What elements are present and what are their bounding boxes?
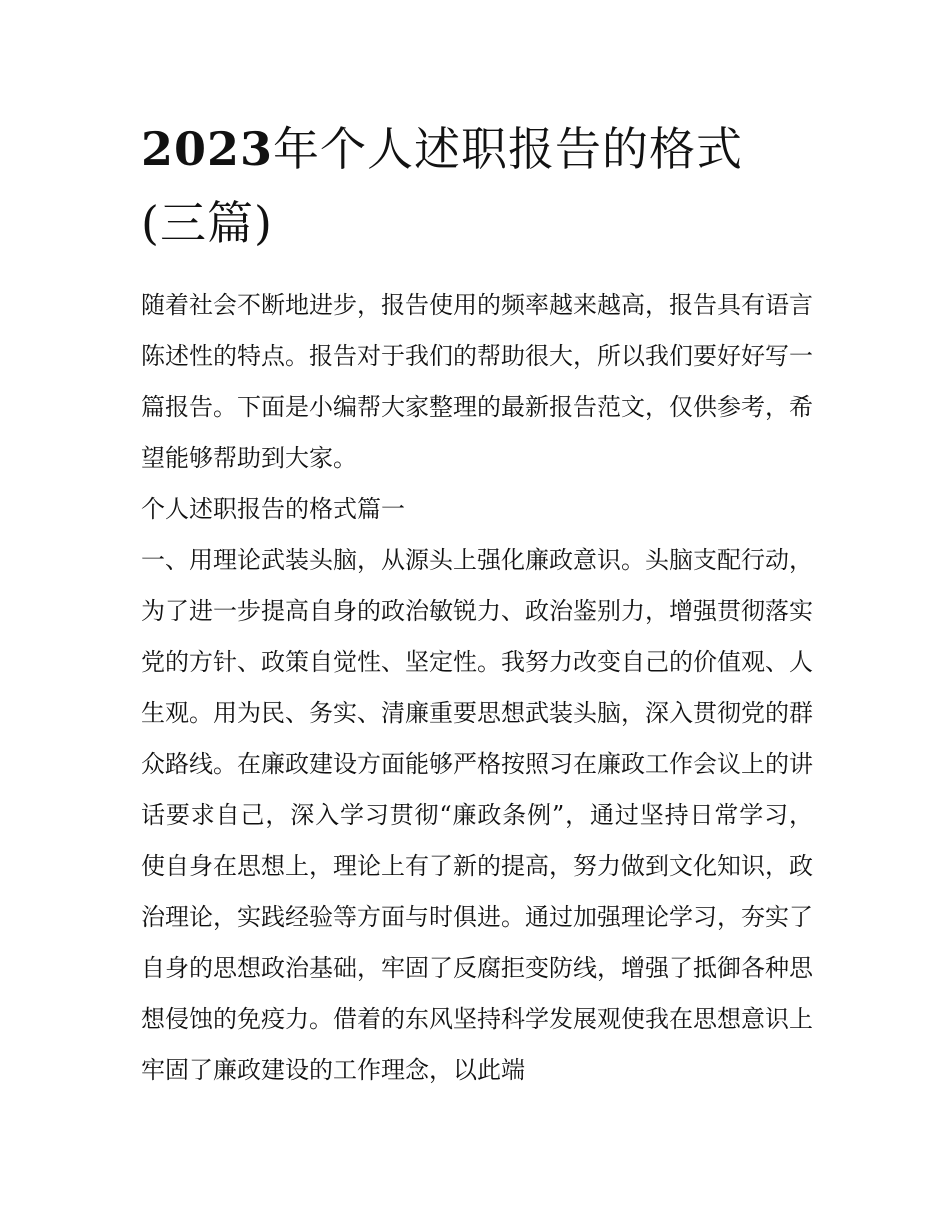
section-heading: 个人述职报告的格式篇一 xyxy=(141,495,405,523)
title-year: 2023 xyxy=(141,122,274,176)
document-title xyxy=(141,112,813,260)
title-main: 年个人述职报告的格式 xyxy=(273,122,744,176)
document-body xyxy=(141,280,813,1096)
intro-paragraph: 随着社会不断地进步，报告使用的频率越来越高，报告具有语言陈述性的特点。报告对于我们的帮助很大，所以我们要好好写一篇报告。下面是小编帮大家整理的最新报告范文，仅供参考，希望能够帮助到大家。 xyxy=(141,291,813,472)
body-paragraph: 一、用理论武装头脑，从源头上强化廉政意识。头脑支配行动，为了进一步提高自身的政治敏锐力、政治鉴别力，增强贯彻落实党的方针、政策自觉性、坚定性。我努力改变自己的价值观、人生观。用为民、务实、清廉重要思想武装头脑，深入贯彻党的群众路线。在廉政建设方面能够严格按照习在廉政工作会议上的讲话要求自己，深入学习贯彻“廉政条例”，通过坚持日常学习，使自身在思想上，理论上有了新的提高，努力做到文化知识，政治理论，实践经验等方面与时俱进。通过加强理论学习，夯实了自身的思想政治基础，牢固了反腐拒变防线，增强了抵御各种思想侵蚀的免疫力。借着的东风坚持科学发展观使我在思想意识上牢固了廉政建设的工作理念，以此端 xyxy=(141,546,813,1084)
document-page xyxy=(141,112,813,1096)
title-subtitle: (三篇) xyxy=(141,196,273,250)
